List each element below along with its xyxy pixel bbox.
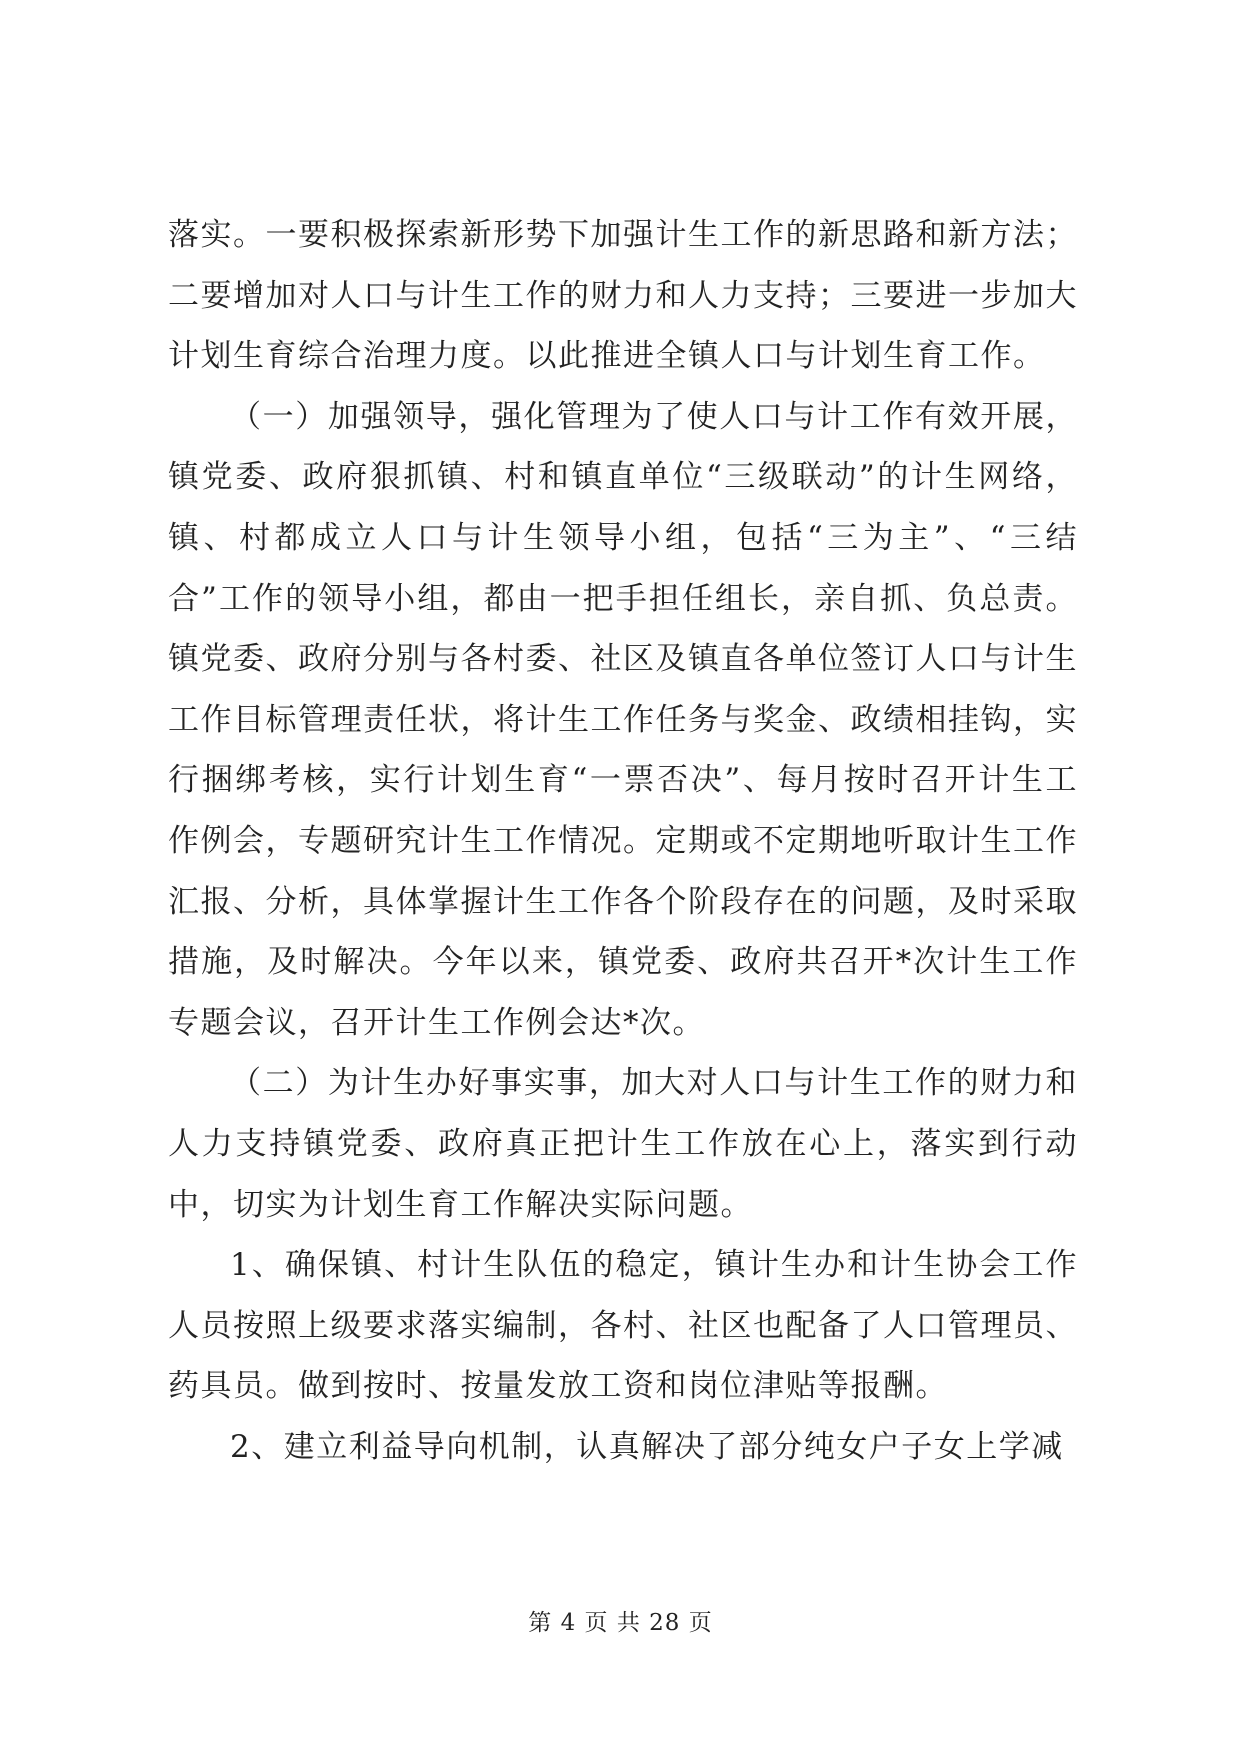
paragraph-support: （二）为计生办好事实事，加大对人口与计生工作的财力和人力支持镇党委、政府真正把计生工作放在心上，落实到行动中，切实为计划生育工作解决实际问题。 (168, 1065, 1078, 1223)
paragraph-item-1: 1、确保镇、村计生队伍的稳定，镇计生办和计生协会工作人员按照上级要求落实编制，各村、社区也配备了人口管理员、药具员。做到按时、按量发放工资和岗位津贴等报酬。 (168, 1247, 1078, 1405)
paragraph-leadership: （一）加强领导，强化管理为了使人口与计工作有效开展，镇党委、政府狠抓镇、村和镇直单位“三级联动”的计生网络，镇、村都成立人口与计生领导小组，包括“三为主”、“三结合”工作的领导小组，都由一把手担任组长，亲自抓、负总责。镇党委、政府分别与各村委、社区及镇直各单位签订人口与计生工作目标管理责任状，将计生工作任务与奖金、政绩相挂钩，实行捆绑考核，实行计划生育“一票否决”、每月按时召开计生工作例会，专题研究计生工作情况。定期或不定期地听取计生工作汇报、分析，具体掌握计生工作各个阶段存在的问题，及时采取措施，及时解决。今年以来，镇党委、政府共召开*次计生工作专题会议，召开计生工作例会达*次。 (168, 398, 1078, 1041)
paragraph-continuation: 落实。一要积极探索新形势下加强计生工作的新思路和新方法；二要增加对人口与计生工作的财力和人力支持；三要进一步加大计划生育综合治理力度。以此推进全镇人口与计划生育工作。 (168, 217, 1078, 375)
paragraph-item-2: 2、建立利益导向机制，认真解决了部分纯女户子女上学减 (230, 1428, 1064, 1465)
page-number-footer: 第 4 页 共 28 页 (528, 1610, 713, 1636)
document-body (168, 205, 1078, 1477)
